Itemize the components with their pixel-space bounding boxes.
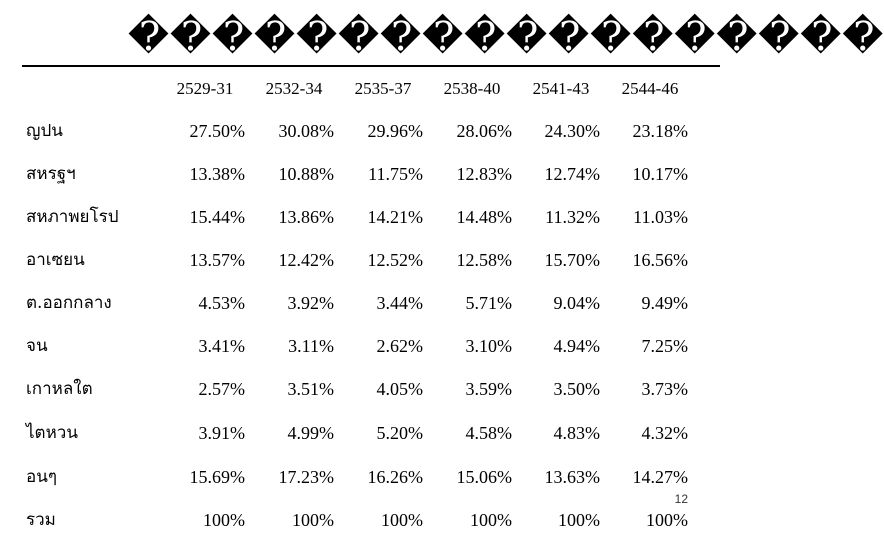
row-label: เกาหลใต [26, 379, 93, 399]
table-cell: 14.21% [367, 207, 423, 227]
table-cell: 13.38% [189, 164, 245, 184]
column-header: 2538-40 [443, 79, 501, 98]
table-cell: 24.30% [544, 121, 600, 141]
row-label: รวม [26, 510, 56, 530]
table-row [0, 159, 720, 189]
row-label: ต.ออกกลาง [26, 293, 112, 313]
table-cell: 100% [381, 510, 423, 530]
row-label: สหรฐฯ [26, 164, 76, 184]
table-cell: 23.18% [632, 121, 688, 141]
row-label: จน [26, 336, 48, 356]
table-cell: 2.57% [198, 379, 245, 399]
table-cell: 30.08% [278, 121, 334, 141]
table-cell: 13.57% [189, 250, 245, 270]
table-cell: 15.69% [189, 467, 245, 487]
table-cell: 3.44% [376, 293, 423, 313]
column-header: 2529-31 [176, 79, 234, 98]
header-rule [22, 65, 720, 67]
table-cell: 28.06% [456, 121, 512, 141]
table-cell: 4.99% [287, 423, 334, 443]
table-cell: 4.83% [553, 423, 600, 443]
table-cell: 7.25% [641, 336, 688, 356]
row-label: ญปน [26, 121, 63, 141]
table-cell: 100% [470, 510, 512, 530]
table-row [0, 462, 720, 492]
table-row [0, 505, 720, 535]
table-cell: 9.49% [641, 293, 688, 313]
table-cell: 16.56% [632, 250, 688, 270]
table-cell: 3.41% [198, 336, 245, 356]
table-cell: 13.86% [278, 207, 334, 227]
table-cell: 100% [203, 510, 245, 530]
column-header: 2532-34 [265, 79, 323, 98]
row-label: สหภาพยโรป [26, 207, 119, 227]
table-cell: 100% [558, 510, 600, 530]
table-row [0, 374, 720, 404]
table-cell: 4.05% [376, 379, 423, 399]
row-label: อาเซยน [26, 250, 85, 270]
table-row [0, 288, 720, 318]
table-cell: 3.91% [198, 423, 245, 443]
table-header-row [0, 74, 720, 104]
table-cell: 10.88% [278, 164, 334, 184]
table-cell: 3.92% [287, 293, 334, 313]
table-cell: 4.58% [465, 423, 512, 443]
table-cell: 3.51% [287, 379, 334, 399]
table-cell: 5.71% [465, 293, 512, 313]
table-cell: 5.20% [376, 423, 423, 443]
table-cell: 4.32% [641, 423, 688, 443]
table-cell: 15.44% [189, 207, 245, 227]
row-label: อนๆ [26, 467, 57, 487]
table-cell: 9.04% [553, 293, 600, 313]
table-cell: 14.48% [456, 207, 512, 227]
table-cell: 12.83% [456, 164, 512, 184]
table-row [0, 116, 720, 146]
table-cell: 11.75% [368, 164, 423, 184]
table-cell: 29.96% [367, 121, 423, 141]
table-cell: 11.03% [633, 207, 688, 227]
table-cell: 12.58% [456, 250, 512, 270]
table-cell: 12.74% [544, 164, 600, 184]
table-row [0, 245, 720, 275]
table-cell: 3.59% [465, 379, 512, 399]
column-header: 2535-37 [354, 79, 412, 98]
page-number: 12 [674, 492, 688, 506]
table-cell: 4.53% [198, 293, 245, 313]
column-header: 2541-43 [532, 79, 590, 98]
table-cell: 13.63% [544, 467, 600, 487]
table-cell: 17.23% [278, 467, 334, 487]
table-row [0, 331, 720, 361]
table-cell: 100% [292, 510, 334, 530]
table-cell: 15.70% [544, 250, 600, 270]
table-cell: 3.11% [288, 336, 334, 356]
table-row [0, 418, 720, 448]
table-cell: 27.50% [189, 121, 245, 141]
column-header: 2544-46 [621, 79, 679, 98]
table-cell: 2.62% [376, 336, 423, 356]
table-cell: 3.50% [553, 379, 600, 399]
table-cell: 16.26% [367, 467, 423, 487]
table-cell: 12.52% [367, 250, 423, 270]
slide-title: ������������������ [128, 14, 884, 60]
table-cell: 14.27% [632, 467, 688, 487]
table-cell: 15.06% [456, 467, 512, 487]
row-label: ไตหวน [26, 423, 78, 443]
table-cell: 3.10% [465, 336, 512, 356]
table-cell: 10.17% [632, 164, 688, 184]
table-cell: 12.42% [278, 250, 334, 270]
table-cell: 3.73% [641, 379, 688, 399]
table-row [0, 202, 720, 232]
table-cell: 4.94% [553, 336, 600, 356]
table-cell: 100% [646, 510, 688, 530]
table-cell: 11.32% [545, 207, 600, 227]
